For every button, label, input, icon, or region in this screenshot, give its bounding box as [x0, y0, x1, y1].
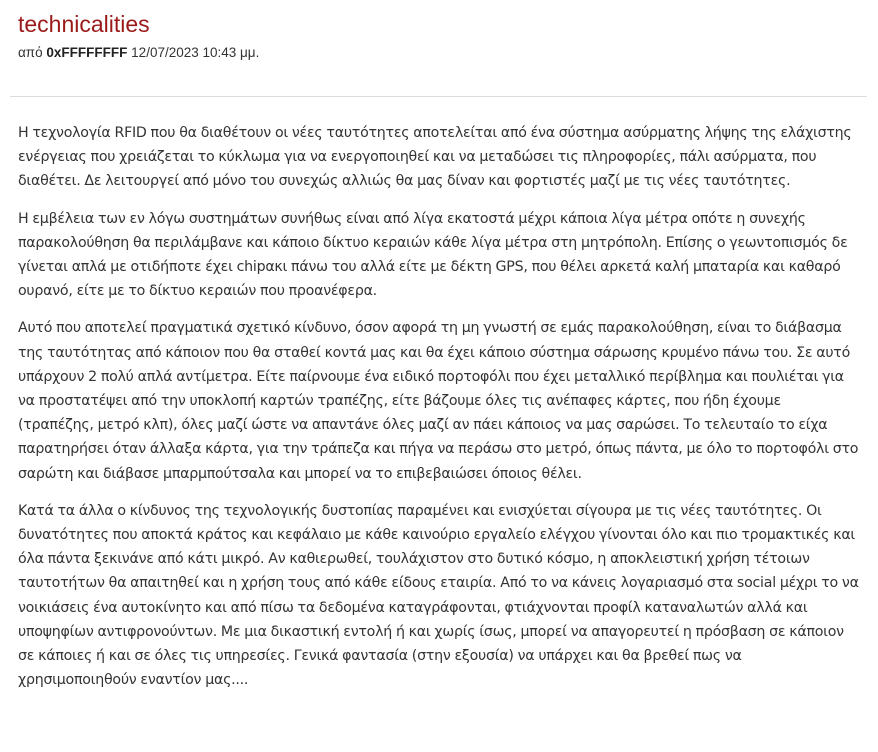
paragraph: Αυτό που αποτελεί πραγματικά σχετικό κίνδυνο, όσον αφορά τη μη γνωστή σε εμάς παρακολούθηση, είναι το διάβασμα της ταυτότητας από κάποιον που θα σταθεί κοντά μας και θα έχει κάποιο σύστημα σάρωσης κρυμένο πάνω του. Σε αυτό υπάρχουν 2 πολύ απλά αντίμετρα. Είτε παίρνουμε ένα ειδικό πορτοφόλι που έχει μεταλλικό περίβλημα και πουλιέται για να προστατέψει από την υποκλοπή καρτών τραπέζης, είτε βάζουμε όλες τις ανέπαφες κάρτες, που ήδη έχουμε (τραπέζης, μετρό κλπ), όλες μαζί ώστε να απαντάνε όλες μαζί αν πάει κάποιος να μας σαρώσει. Το τελευταίο το είχα παρατηρήσει όταν άλλαξα κάρτα, για την τράπεζα και πήγα να περάσω στο μετρό, όπως πάντα, με όλο το πορτοφόλι στο σαρώτη και διάβασε μπαρμπούτσαλα και μπορεί να το επιβεβαιώσει όποιος θέλει. — [18, 320, 859, 482]
post-title: technicalities — [18, 11, 150, 37]
post-timestamp: 12/07/2023 10:43 μμ. — [131, 45, 260, 60]
post-meta — [18, 44, 868, 62]
header-divider — [10, 96, 867, 97]
post-header — [18, 8, 868, 62]
paragraph: Η εμβέλεια των εν λόγω συστημάτων συνήθως είναι από λίγα εκατοστά μέχρι κάποια λίγα μέτρα οπότε η συνεχής παρακολούθηση θα περιλάμβανε και κάποιο δίκτυο κεραιών κάθε λίγα μέτρα στη μητρόπολη. Επίσης ο γεωντοπισμός δε γίνεται απλά με οτιδήποτε έχει chipακι πάνω του αλλά είτε με δέκτη GPS, που θέλει αρκετά καλή μπαταρία και καθαρό ουρανό, είτε με το δίκτυο κεραιών που προανέφερα. — [18, 210, 848, 300]
post-body — [18, 121, 860, 705]
paragraph: Κατά τα άλλα ο κίνδυνος της τεχνολογικής δυστοπίας παραμένει και ενισχύεται σίγουρα με τις νέες ταυτότητες. Οι δυνατότητες που αποκτά κράτος και κεφάλαιο με κάθε καινούριο εργαλείο ελέγχου γίνονται όλο και πιο τρομακτικές και όλα πάντα ξεκινάνε από κάτι μικρό. Αν καθιερωθεί, τουλάχιστον στο δυτικό κόσμο, η αποκλειστική χρήση τέτοιων ταυτοτήτων θα απαιτηθεί και η χρήση τους από κάθε είδους εταιρία. Από το να κάνεις λογαριασμό στα social μέχρι το να νοικιάσεις ένα αυτοκίνητο και από πίσω τα δεδομένα καταγράφονται, φτιάχνονται προφίλ καταναλωτών αλλά και υποψηφίων αντιφρονούντων. Με μια δικαστική εντολή ή και χωρίς ίσως, μπορεί να απαγορευτεί η πρόσβαση σε κάποιον σε κάποιες ή και σε όλες τις υπηρεσίες. Γενικά φαντασία (στην εξουσία) να υπάρχει και θα βρεθεί πως να χρησιμοποιηθούν εναντίον μας.... — [18, 502, 859, 689]
paragraph: Η τεχνολογία RFID που θα διαθέτουν οι νέες ταυτότητες αποτελείται από ένα σύστημα ασύρματης λήψης της ελάχιστης ενέργειας που χρειάζεται το κύκλωμα για να ενεργοποιηθεί και να μεταδώσει τις πληροφορίες, πάλι ασύρματα, που διαθέτει. Δε λειτουργεί από μόνο του συνεχώς αλλιώς θα μας δίναν και φορτιστές μαζί με τις νέες ταυτότητες. — [18, 125, 852, 190]
author-name: 0xFFFFFFFF — [46, 45, 128, 60]
by-label: από — [18, 45, 43, 60]
